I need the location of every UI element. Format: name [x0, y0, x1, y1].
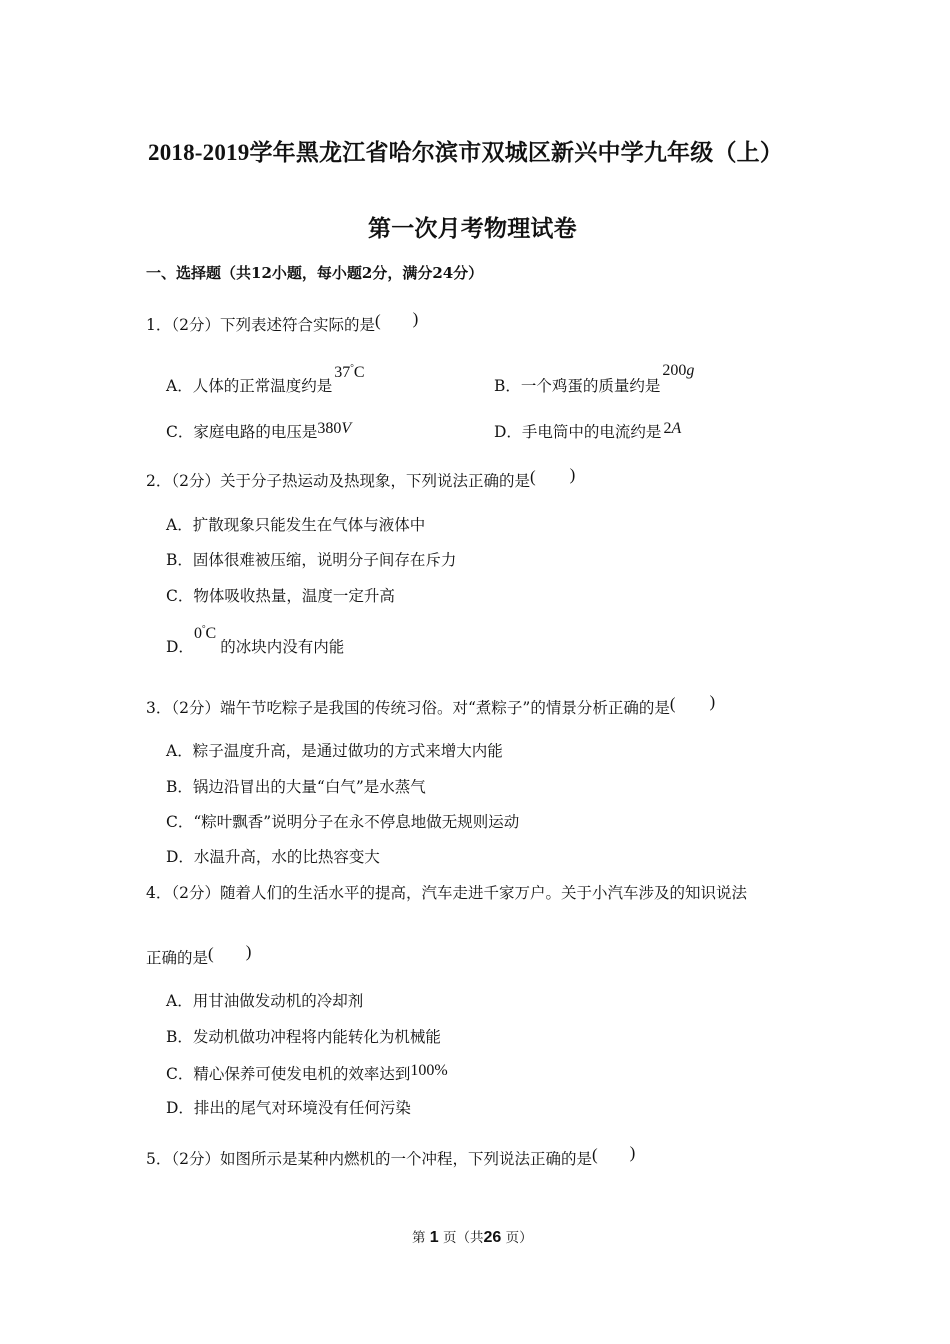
page-number: 1	[429, 1229, 439, 1246]
question-1-option-a: A．人体的正常温度约是37°C	[166, 362, 365, 395]
page-total: 26	[483, 1229, 502, 1246]
question-3-option-b: B．锅边沿冒出的大量“白气”是水蒸气	[166, 778, 426, 796]
page-footer: 第 1 页（共26 页）	[412, 1229, 533, 1246]
question-4-option-a: A．用甘油做发动机的冷却剂	[166, 992, 364, 1010]
question-4-stem-line-2: 正确的是( )	[146, 942, 252, 967]
question-5-stem: 5．（2分）如图所示是某种内燃机的一个冲程，下列说法正确的是( )	[146, 1143, 636, 1168]
question-4-option-c: C．精心保养可使发电机的效率达到100%	[166, 1062, 448, 1083]
question-3-option-c: C．“粽叶飘香”说明分子在永不停息地做无规则运动	[166, 813, 520, 831]
question-1-option-b: B．一个鸡蛋的质量约是200g	[494, 362, 695, 395]
question-4-stem-line-1: 4．（2分）随着人们的生活水平的提高，汽车走进千家万户。关于小汽车涉及的知识说法	[146, 884, 747, 902]
question-2-stem: 2．（2分）关于分子热运动及热现象，下列说法正确的是( )	[146, 465, 576, 490]
question-1-stem: 1．（2分）下列表述符合实际的是( )	[146, 309, 419, 334]
question-2-option-b: B．固体很难被压缩，说明分子间存在斥力	[166, 551, 457, 569]
question-2-option-d: D．0°C的冰块内没有内能	[166, 623, 345, 656]
question-4-option-b: B．发动机做功冲程将内能转化为机械能	[166, 1028, 441, 1046]
question-3-option-a: A．粽子温度升高，是通过做功的方式来增大内能	[166, 742, 503, 760]
title-line-1: 2018-2019学年黑龙江省哈尔滨市双城区新兴中学九年级（上）	[148, 140, 784, 165]
question-1-option-d: D．手电筒中的电流约是 2A	[494, 420, 682, 441]
section-heading: 一、选择题（共12小题，每小题2分，满分24分）	[146, 264, 484, 282]
question-3-stem: 3．（2分）端午节吃粽子是我国的传统习俗。对“煮粽子”的情景分析正确的是( )	[146, 692, 716, 717]
question-2-option-c: C．物体吸收热量，温度一定升高	[166, 587, 395, 605]
question-2-option-a: A．扩散现象只能发生在气体与液体中	[166, 516, 426, 534]
question-1-option-c: C．家庭电路的电压是380V	[166, 420, 352, 441]
question-3-option-d: D．水温升高，水的比热容变大	[166, 848, 380, 866]
title-line-2: 第一次月考物理试卷	[368, 216, 577, 241]
question-4-option-d: D．排出的尾气对环境没有任何污染	[166, 1099, 411, 1117]
